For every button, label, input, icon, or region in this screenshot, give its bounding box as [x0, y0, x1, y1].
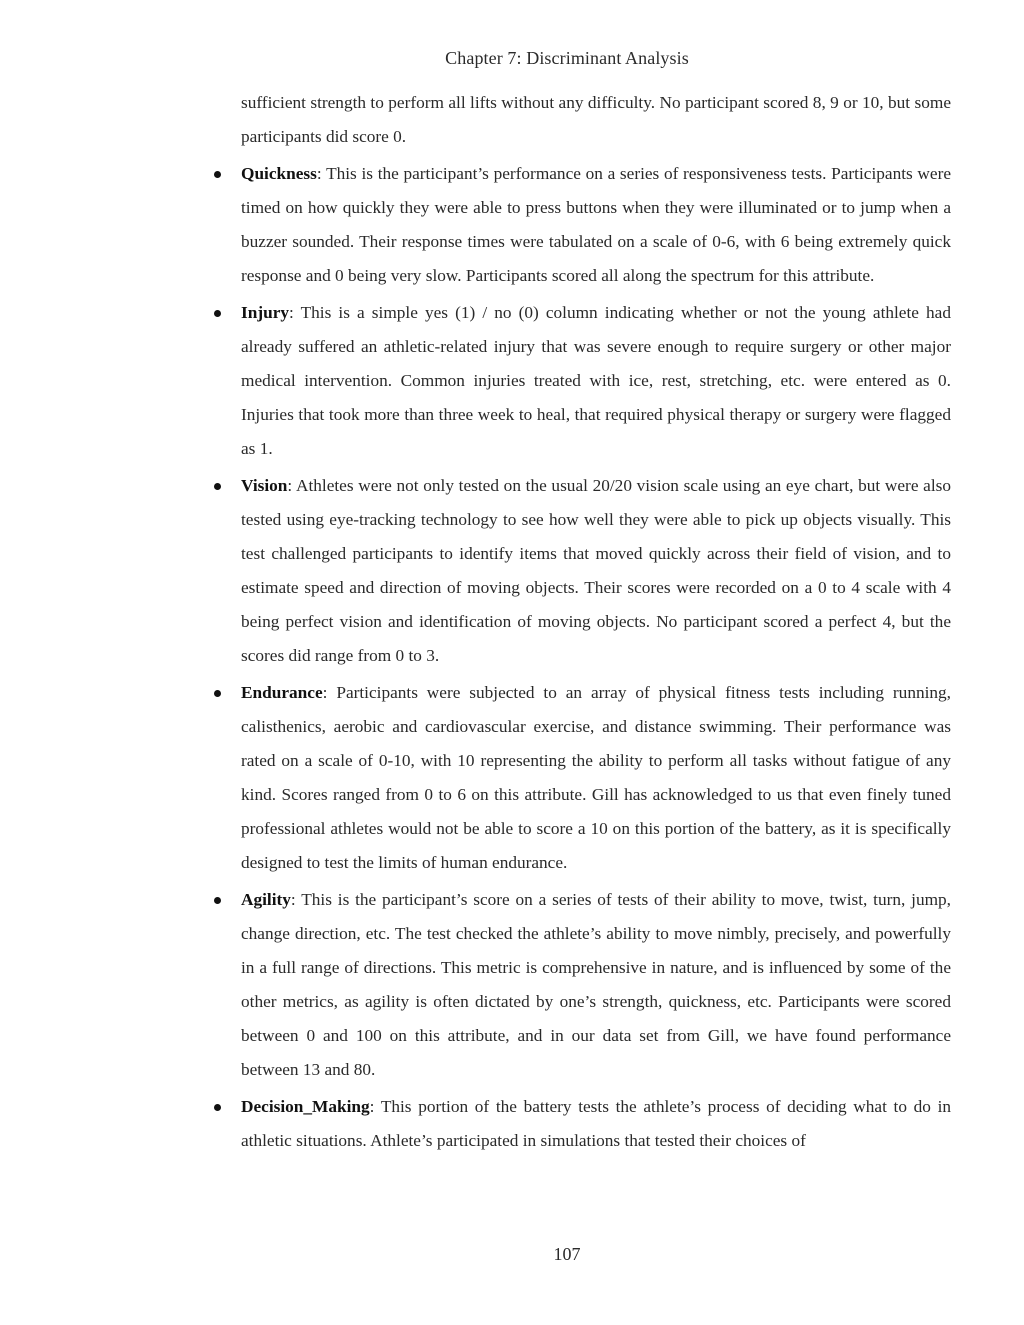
page-body: [241, 86, 951, 1161]
term-separator: :: [322, 683, 337, 702]
description-quickness: This is the participant’s performance on a series of responsiveness tests. Participants were timed on how quickly they were able to press buttons when they were illuminated or to jump when a buzzer sounded. Their response times were tabulated on a scale of 0-6, with 6 being extremely quick response and 0 being very slow. Participants scored all along the spectrum for this attribute.: [241, 164, 951, 285]
term-separator: :: [287, 476, 296, 495]
description-agility: This is the participant’s score on a series of tests of their ability to move, twist, turn, jump, change direction, etc. The test checked the athlete’s ability to move nimbly, precisely, and powerfully in a full range of directions. This metric is comprehensive in nature, and is influenced by some of the other metrics, as agility is often dictated by one’s strength, quickness, etc. Participants were scored between 0 and 100 on this attribute, and in our data set from Gill, we have found performance between 13 and 80.: [241, 890, 951, 1079]
description-injury: This is a simple yes (1) / no (0) column indicating whether or not the young athlete had already suffered an athletic-related injury that was severe enough to require surgery or other major medical intervention. Common injuries treated with ice, rest, stretching, etc. were entered as 0. Injuries that took more than three week to heal, that required physical therapy or surgery were flagged as 1.: [241, 303, 951, 458]
description-endurance: Participants were subjected to an array of physical fitness tests including running, calisthenics, aerobic and cardiovascular exercise, and distance swimming. Their performance was rated on a scale of 0-10, with 10 representing the ability to perform all tasks without fatigue of any kind. Scores ranged from 0 to 6 on this attribute. Gill has acknowledged to us that even finely tuned professional athletes would not be able to score a 10 on this portion of the battery, as it is specifically designed to test the limits of human endurance.: [241, 683, 952, 872]
term-separator: :: [289, 303, 301, 322]
bullet-icon: [212, 676, 222, 710]
term-separator: :: [316, 164, 327, 183]
list-item-decision-making: [241, 1090, 951, 1158]
description-decision-making: This portion of the battery tests the athlete’s process of deciding what to do in athletic situations. Athlete’s participated in simulations that tested their choices of: [241, 1097, 952, 1150]
term-decision-making: Decision_Making: [241, 1097, 370, 1116]
running-header: Chapter 7: Discriminant Analysis: [445, 48, 689, 68]
list-item-injury: [241, 296, 951, 466]
list-item-quickness: [241, 157, 951, 293]
intro-paragraph: sufficient strength to perform all lifts without any difficulty. No participant scored 8, 9 or 10, but some participants did score 0.: [241, 93, 951, 146]
bullet-icon: [212, 469, 222, 503]
bullet-icon: [212, 1090, 222, 1124]
attribute-list: [241, 157, 951, 1158]
bullet-icon: [212, 296, 222, 330]
bullet-icon: [212, 157, 222, 191]
bullet-icon: [212, 883, 222, 917]
list-item-endurance: [241, 676, 951, 880]
list-item-vision: [241, 469, 951, 673]
page-number: 107: [553, 1244, 581, 1264]
term-vision: Vision: [241, 476, 288, 495]
term-separator: :: [369, 1097, 381, 1116]
term-agility: Agility: [241, 890, 291, 909]
term-separator: :: [290, 890, 302, 909]
description-vision: Athletes were not only tested on the usual 20/20 vision scale using an eye chart, but were also tested using eye-tracking technology to see how well they were able to pick up objects visually. This test challenged participants to identify items that moved quickly across their field of vision, and to estimate speed and direction of moving objects. Their scores were recorded on a 0 to 4 scale with 4 being perfect vision and identification of moving objects. No participant scored a perfect 4, but the scores did range from 0 to 3.: [241, 476, 952, 665]
term-quickness: Quickness: [241, 164, 317, 183]
term-endurance: Endurance: [241, 683, 323, 702]
list-item-agility: [241, 883, 951, 1087]
term-injury: Injury: [241, 303, 290, 322]
